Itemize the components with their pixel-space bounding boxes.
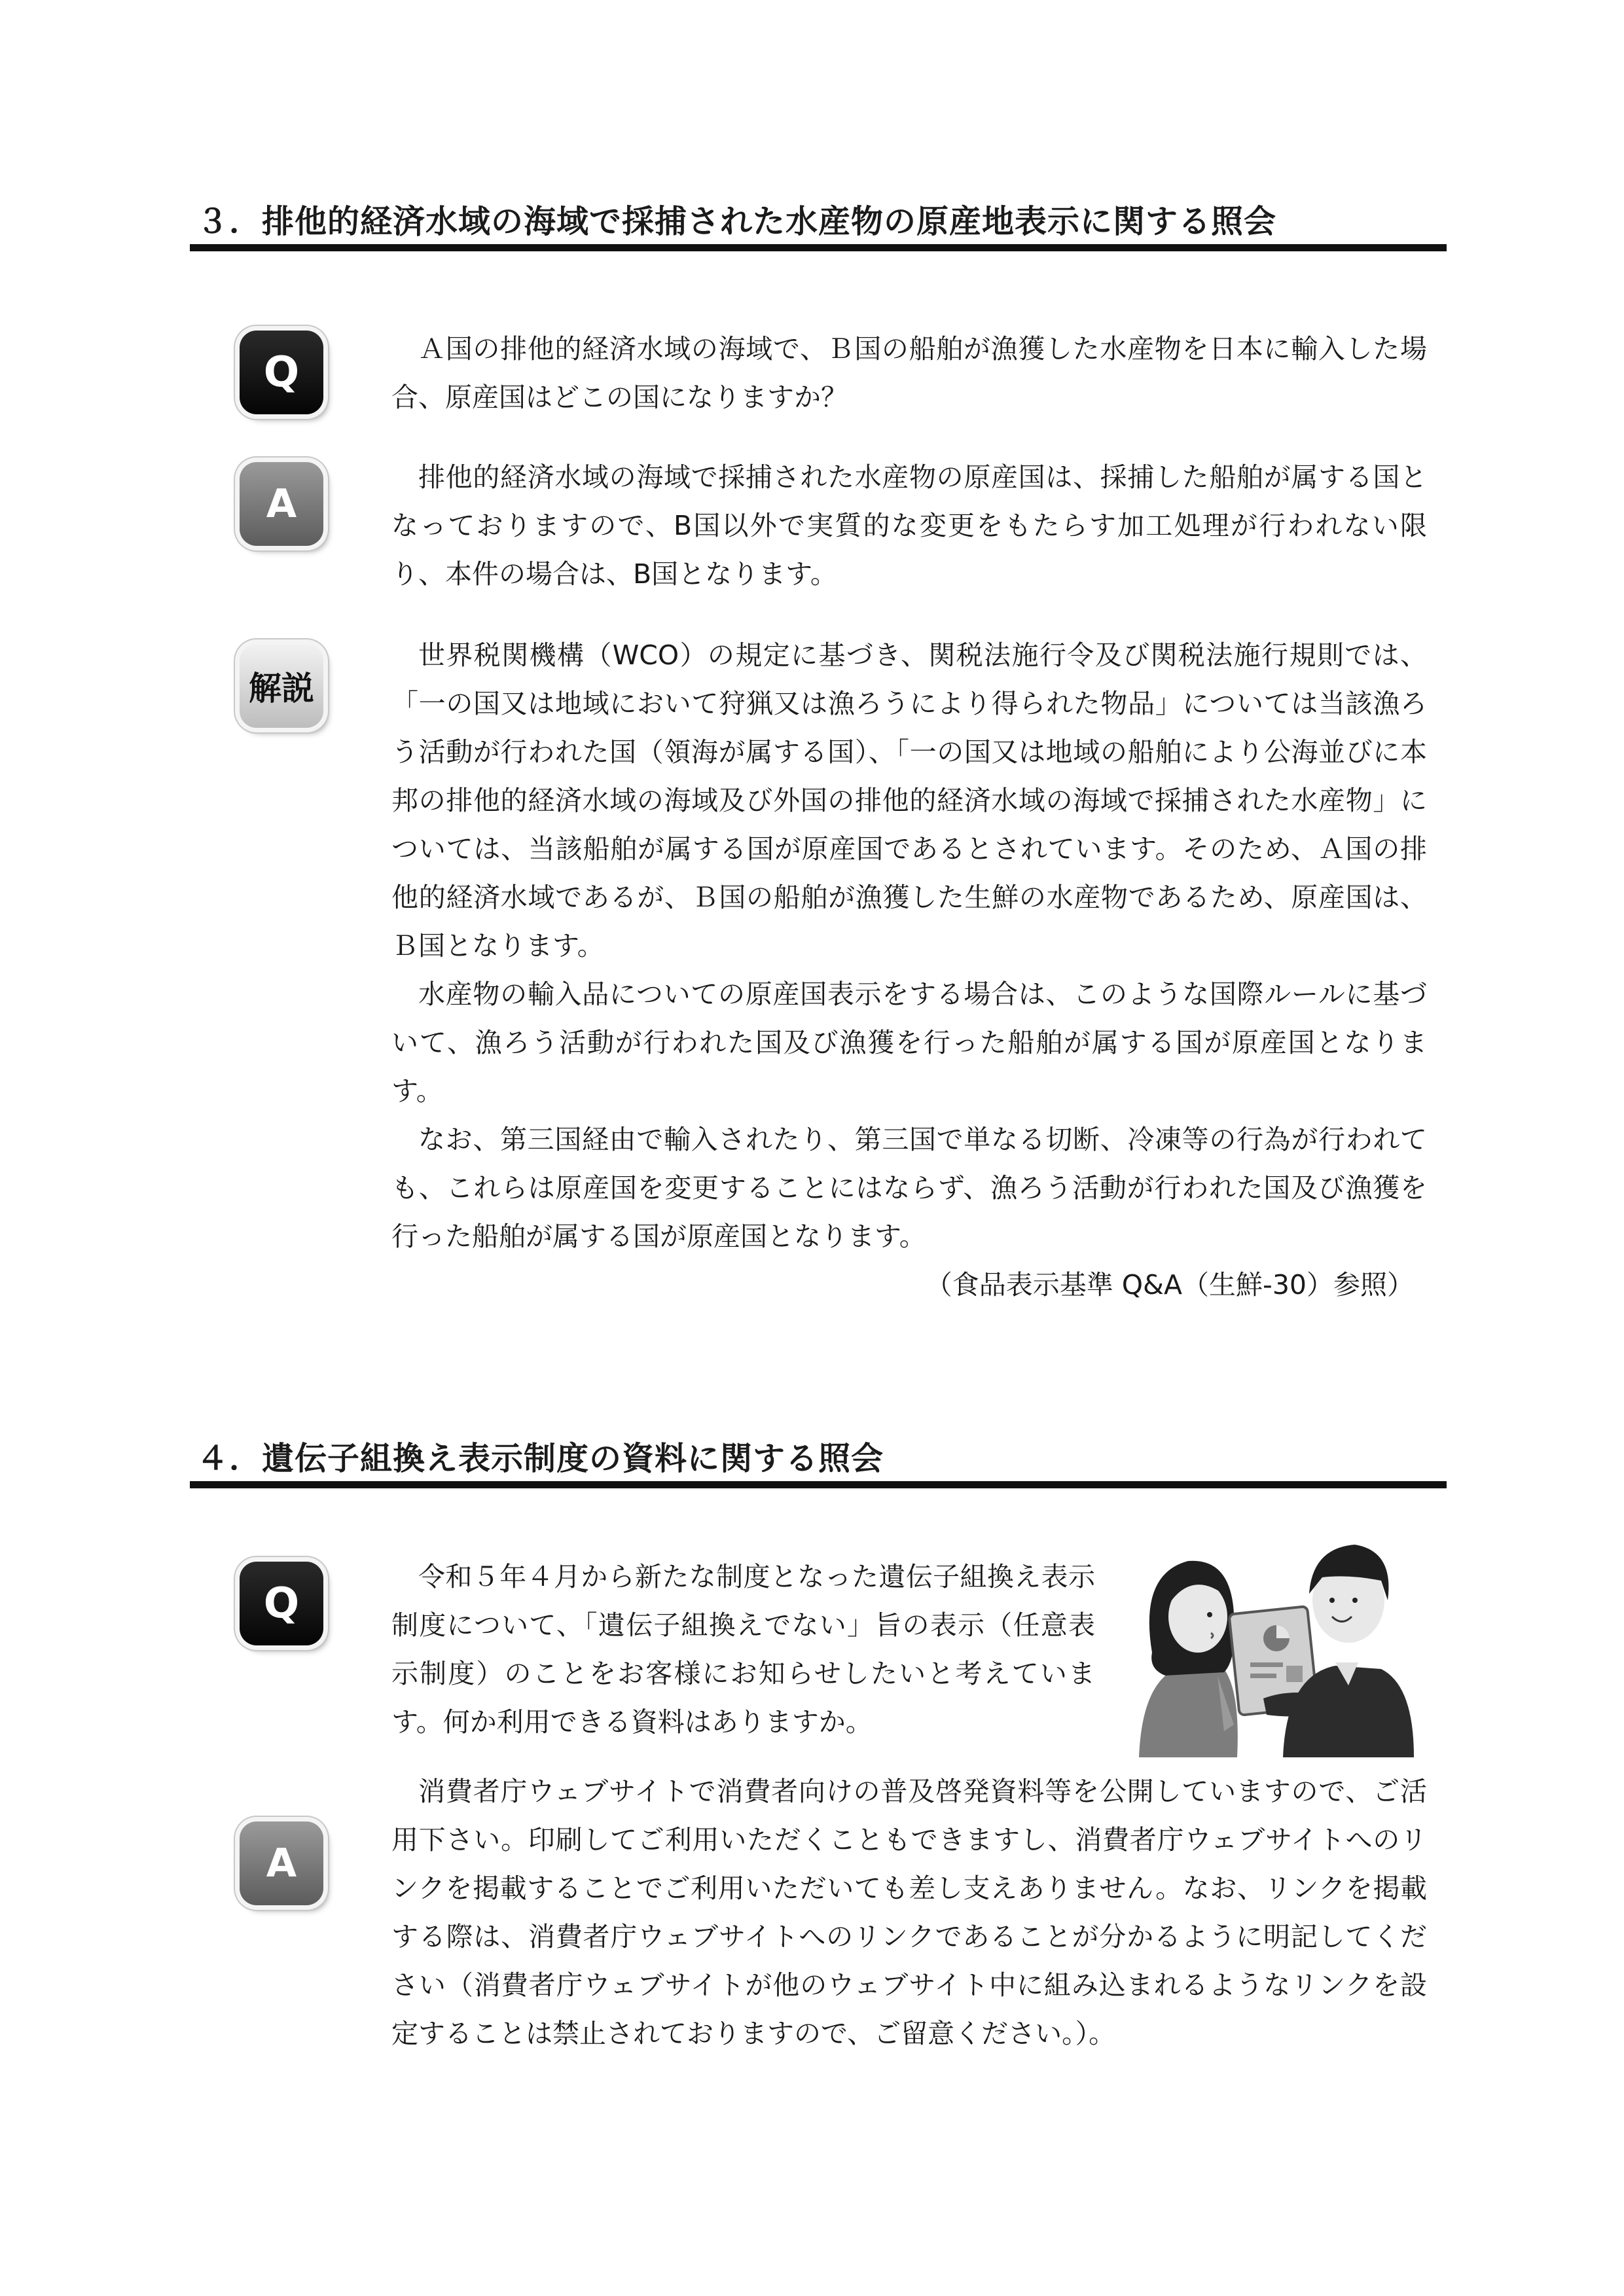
question-badge: Q — [240, 331, 323, 414]
consultation-illustration — [1126, 1535, 1414, 1757]
section-3-explanation-3: なお、第三国経由で輸入されたり、第三国で単なる切断、冷凍等の行為が行われても、これらは原産国を変更することにはならず、漁ろう活動が行われた国及び漁獲を行った船舶が属する国が原産国となります。 — [391, 1124, 1427, 1252]
section-3-explanation-2: 水産物の輸入品についての原産国表示をする場合は、このような国際ルールに基づいて、漁ろう活動が行われた国及び漁獲を行った船舶が属する国が原産国となります。 — [391, 978, 1427, 1107]
answer-badge: A — [240, 462, 323, 546]
section-3-rule — [190, 244, 1447, 251]
section-3-explanation-1: 世界税関機構（WCO）の規定に基づき、関税法施行令及び関税法施行規則では、「一の国又は地域において狩猟又は漁ろうにより得られた物品」については当該漁ろう活動が行われた国（領海が属する国）、「一の国又は地域の船舶により公海並びに本邦の排他的経済水域の海域及び外国の排他的経済水域の海域で採捕された水産物」については、当該船舶が属する国が原産国であるとされています。そのため、Ａ国の排他的経済水域であるが、Ｂ国の船舶が漁獲した生鮮の水産物であるため、原産国は、Ｂ国となります。 — [391, 639, 1427, 961]
woman-figure — [1139, 1561, 1238, 1757]
question-badge: Q — [240, 1562, 323, 1645]
section-4-question: 令和５年４月から新たな制度となった遺伝子組換え表示制度について、「遺伝子組換えでない」旨の表示（任意表示制度）のことをお客様にお知らせしたいと考えています。何か利用できる資料はありますか。 — [391, 1561, 1095, 1738]
answer-badge: A — [240, 1821, 323, 1905]
section-3-question: Ａ国の排他的経済水域の海域で、Ｂ国の船舶が漁獲した水産物を日本に輸入した場合、原産国はどこの国になりますか？ — [391, 333, 1427, 413]
section-3-reference: （食品表示基準 Q&A（生鮮-30）参照） — [925, 1269, 1414, 1300]
section-3-title: ３．排他的経済水域の海域で採捕された水産物の原産地表示に関する照会 — [196, 203, 1277, 240]
section-4-answer: 消費者庁ウェブサイトで消費者向けの普及啓発資料等を公開していますので、ご活用下さい。印刷してご利用いただくこともできますし、消費者庁ウェブサイトへのリンクを掲載することでご利用いただいても差し支えありません。なお、リンクを掲載する際は、消費者庁ウェブサイトへのリンクであることが分かるように明記してください（消費者庁ウェブサイトが他のウェブサイト中に組み込まれるようなリンクを設定することは禁止されておりますので、ご留意ください。）。 — [391, 1776, 1427, 2049]
explanation-badge: 解説 — [240, 644, 323, 728]
section-4-rule — [190, 1481, 1447, 1488]
section-3-answer: 排他的経済水域の海域で採捕された水産物の原産国は、採捕した船舶が属する国となっておりますので、B国以外で実質的な変更をもたらす加工処理が行われない限り、本件の場合は、B国となります。 — [391, 461, 1427, 590]
section-4-title: ４．遺伝子組換え表示制度の資料に関する照会 — [196, 1440, 884, 1477]
